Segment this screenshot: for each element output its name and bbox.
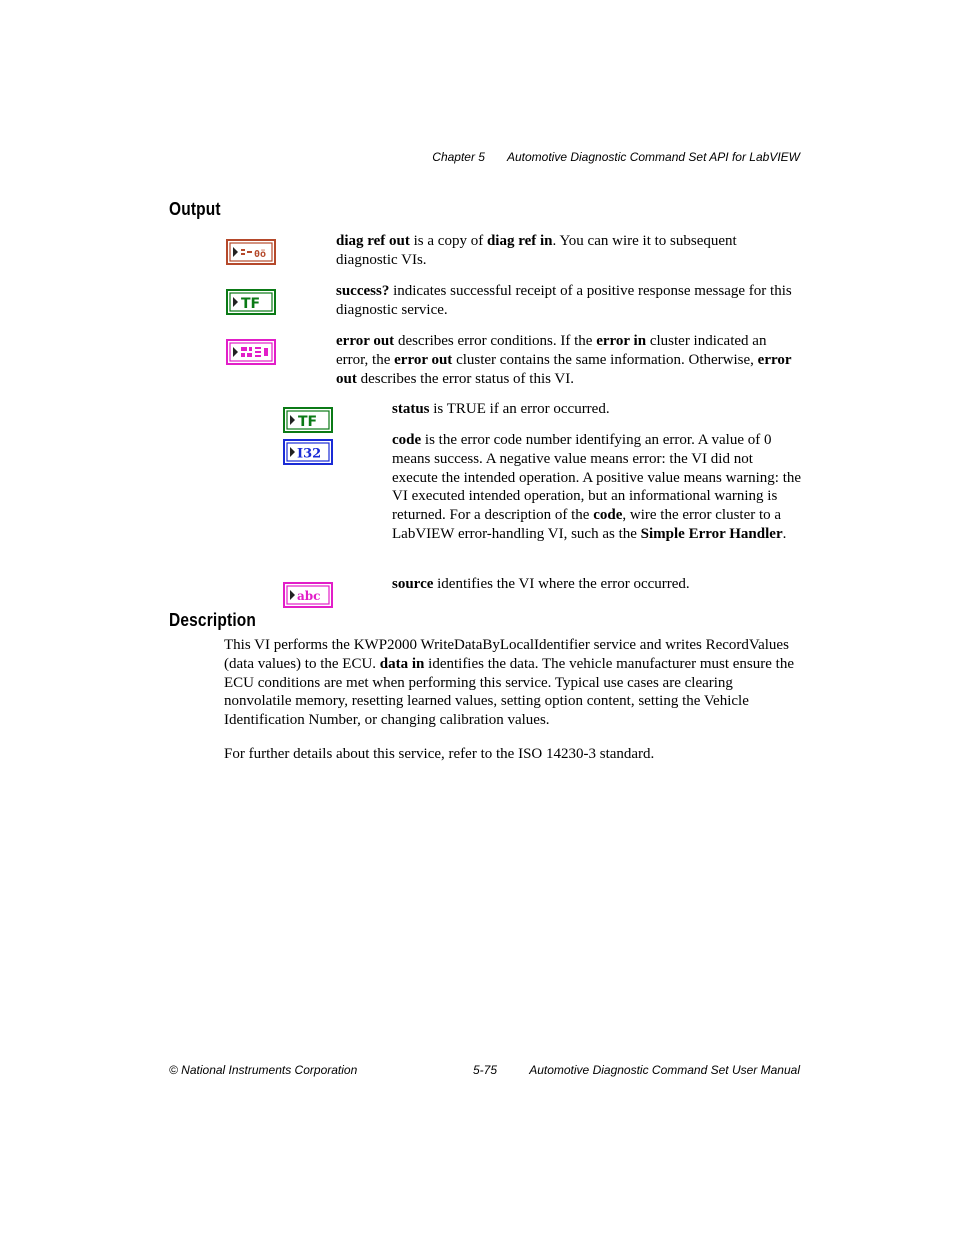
sub-item-source xyxy=(392,575,802,594)
desc-ref: data in xyxy=(379,655,425,672)
footer-manual-title: Automotive Diagnostic Command Set User Manual xyxy=(529,1063,800,1077)
i32-terminal-icon xyxy=(283,439,331,463)
term-ref: code xyxy=(593,507,623,524)
term-name: status xyxy=(392,401,430,417)
term-name: success? xyxy=(336,283,390,299)
term-text: cluster indicated an error, the xyxy=(336,333,767,368)
footer-page-number: 5-75 xyxy=(473,1063,498,1077)
description-paragraph-2: For further details about this service, refer to the ISO 14230-3 standard. xyxy=(224,746,655,762)
term-text: , wire the error cluster to a LabVIEW error-handling VI, such as the xyxy=(392,507,782,542)
term-ref: diag ref in xyxy=(486,233,553,249)
term-text: . xyxy=(782,525,787,542)
term-text: is the error code number identifying an error. A value of 0 means success. A negative value means error: the VI did not execute the intended operation. A positive value means warning: the VI executed intended operation, but an informational warning is returned. For a description of the xyxy=(392,432,802,524)
term-name: source xyxy=(392,576,434,592)
term-ref: error in xyxy=(596,333,647,349)
description-heading: Description xyxy=(169,610,257,630)
sub-item-status xyxy=(392,400,802,419)
tf-label: TF xyxy=(241,296,261,312)
string-terminal-icon xyxy=(283,582,331,606)
chapter-label: Chapter 5 xyxy=(432,150,485,164)
abc-label: abc xyxy=(297,589,321,603)
term-text: is a copy of xyxy=(409,233,487,249)
term-text: cluster contains the same information. Otherwise, xyxy=(452,351,758,368)
term-name: code xyxy=(392,432,422,448)
output-item-success xyxy=(336,282,796,320)
term-text: describes the error status of this VI. xyxy=(356,370,575,387)
tf-label: TF xyxy=(298,414,318,430)
term-text: describes error conditions. If the xyxy=(394,333,597,349)
term-name: error out xyxy=(336,333,395,349)
desc-text: This VI performs the KWP2000 WriteDataByLocalIdentifier service and writes RecordValues (data values) to the ECU. xyxy=(224,637,789,672)
output-item-diag-ref-out xyxy=(336,232,796,270)
running-header xyxy=(432,150,800,164)
term-ref: error out xyxy=(394,351,453,368)
boolean-terminal-icon xyxy=(283,407,331,431)
term-text: indicates successful receipt of a positive response message for this diagnostic service. xyxy=(336,283,792,318)
sub-item-code xyxy=(392,431,802,544)
output-item-error-out xyxy=(336,332,796,388)
boolean-terminal-icon xyxy=(226,289,274,313)
term-ref: Simple Error Handler xyxy=(640,525,783,542)
chapter-title: Automotive Diagnostic Command Set API for LabVIEW xyxy=(506,150,800,164)
term-text: is TRUE if an error occurred. xyxy=(429,401,610,417)
i32-label: I32 xyxy=(297,446,322,462)
term-text: identifies the VI where the error occurred. xyxy=(433,576,690,592)
diag-ref-terminal-icon xyxy=(226,239,274,263)
term-ref: error out xyxy=(336,351,792,387)
svg-text:0ö: 0ö xyxy=(254,249,267,260)
footer-copyright: © National Instruments Corporation xyxy=(169,1063,358,1077)
output-heading: Output xyxy=(169,199,221,219)
term-name: diag ref out xyxy=(336,233,410,249)
error-cluster-terminal-icon xyxy=(226,339,274,363)
desc-text: identifies the data. The vehicle manufacturer must ensure the ECU conditions are met when performing this service. Typical use cases are clearing nonvolatile memory, resetting learned values, setting option content, setting the Vehicle Identification Number, or changing calibration values. xyxy=(224,655,794,729)
description-paragraph-1 xyxy=(224,636,800,730)
term-text: . You can wire it to subsequent diagnostic VIs. xyxy=(336,233,737,268)
